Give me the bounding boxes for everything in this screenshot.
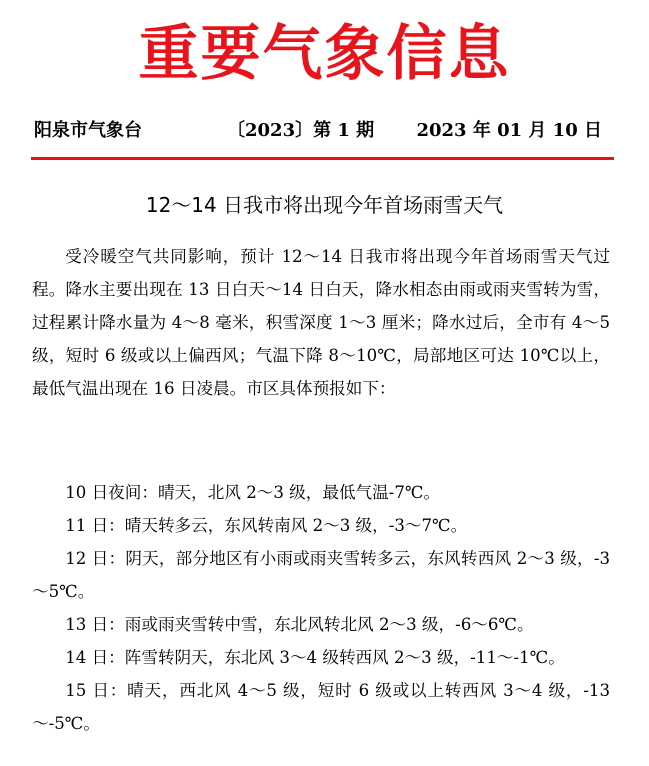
forecast-list [32, 476, 610, 740]
intro-section [32, 240, 610, 405]
intro-paragraph: 受冷暖空气共同影响，预计 12～14 日我市将出现今年首场雨雪天气过程。降水主要出现在 13 日白天～14 日白天，降水相态由雨或雨夹雪转为雪，过程累计降水量为 4～8 毫米，积雪深度 1～3 厘米；降水过后，全市有 4～5 级，短时 6 级或以上偏西风；气温下降 8～10℃，局部地区可达 10℃以上，最低气温出现在 16 日凌晨。市区具体预报如下： [32, 247, 610, 398]
forecast-day-12: 12 日：阴天，部分地区有小雨或雨夹雪转多云，东风转西风 2～3 级，-3～5℃。 [32, 549, 610, 601]
red-divider [31, 157, 614, 160]
forecast-day-15: 15 日：晴天，西北风 4～5 级，短时 6 级或以上转西风 3～4 级，-13～-5℃。 [32, 681, 610, 733]
forecast-day-11: 11 日：晴天转多云，东风转南风 2～3 级，-3～7℃。 [65, 516, 468, 535]
issue-number: 〔2023〕第 1 期 [227, 120, 375, 141]
forecast-day-13: 13 日：雨或雨夹雪转中雪，东北风转北风 2～3 级，-6～6℃。 [65, 615, 534, 634]
forecast-day-14: 14 日：阵雪转阴天，东北风 3～4 级转西风 2～3 级，-11～-1℃。 [65, 648, 565, 667]
article-headline: 12～14 日我市将出现今年首场雨雪天气 [145, 193, 504, 217]
issue-date: 2023 年 01 月 10 日 [416, 120, 602, 141]
issuing-organization: 阳泉市气象台 [34, 120, 142, 141]
forecast-day-10: 10 日夜间：晴天，北风 2～3 级，最低气温-7℃。 [65, 483, 441, 502]
bulletin-title: 重要气象信息 [138, 19, 511, 89]
issue-info-row [34, 117, 614, 145]
